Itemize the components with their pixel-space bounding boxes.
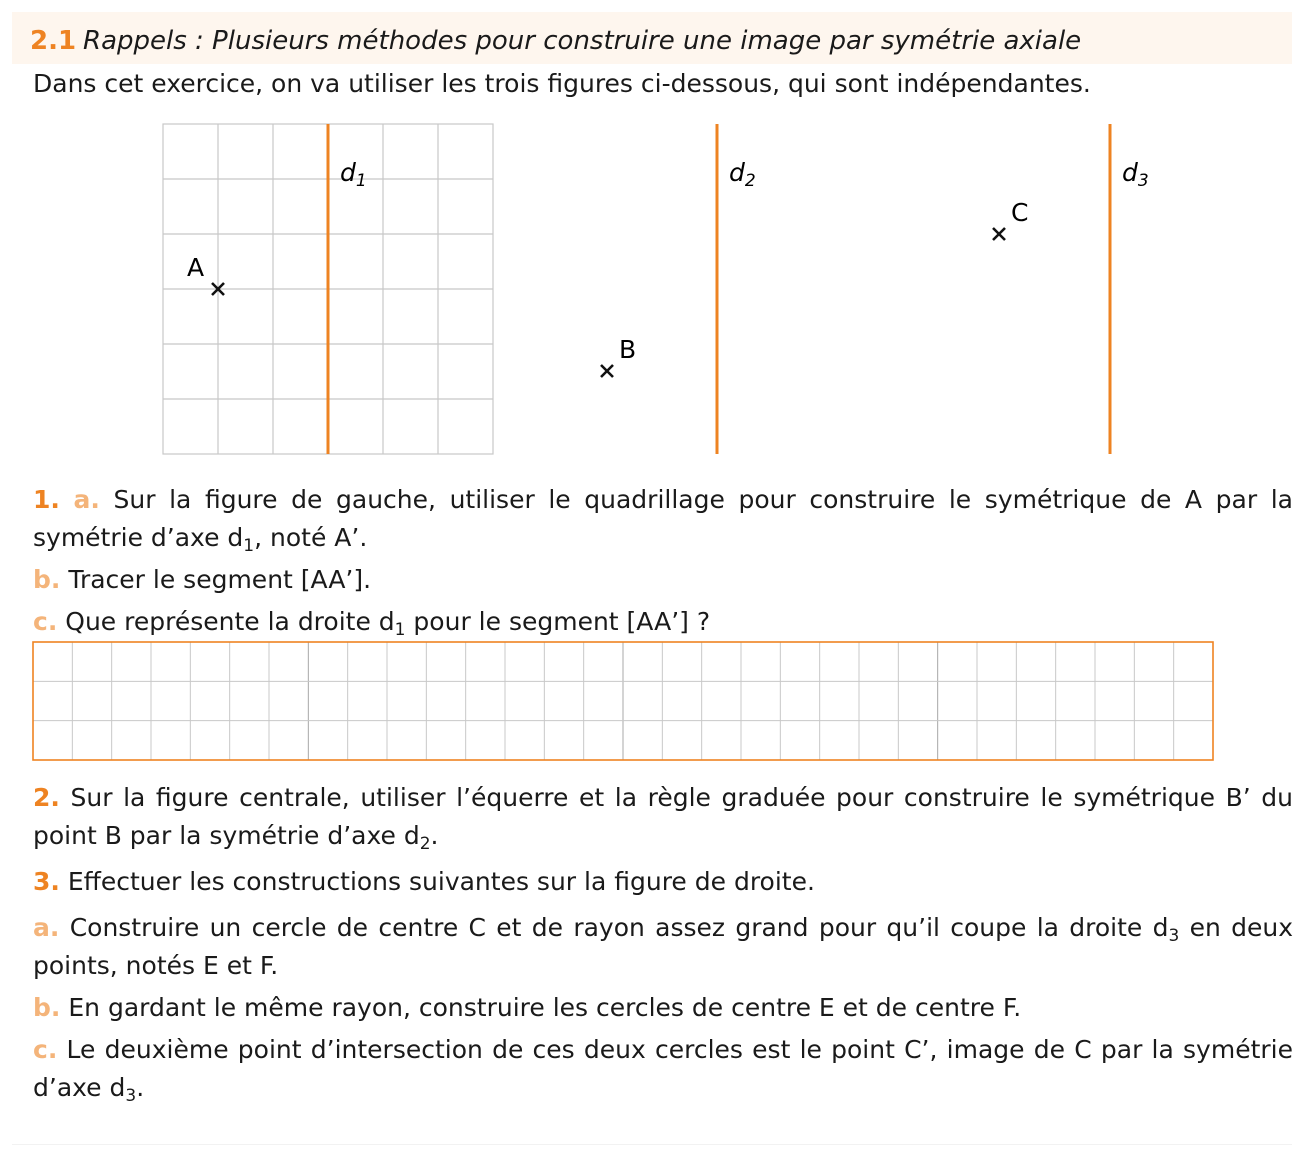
question-3a-label: a.: [33, 913, 60, 942]
point-b-marker: [601, 365, 613, 377]
question-3: 3. Effectuer les constructions suivantes sur la figure de droite.: [33, 867, 815, 896]
question-3a: a. Construire un cercle de centre C et de rayon assez grand pour qu’il coupe la droite $d_3$ en deux points, notés E et F.: [33, 913, 1294, 980]
section-title: Rappels : Plusieurs méthodes pour construire une image par symétrie axiale: [83, 26, 1082, 56]
footer-divider: [12, 1144, 1292, 1145]
question-3c-label: c.: [33, 1035, 58, 1064]
question-1-number: 1.: [33, 485, 60, 514]
question-3b-label: b.: [33, 993, 61, 1022]
axis-d1-label: $d_1$: [340, 158, 367, 191]
question-1c: c. Que représente la droite $d_1$ pour le segment [AA’] ?: [33, 607, 711, 640]
question-3b: b. En gardant le même rayon, construire les cercles de centre E et de centre F.: [33, 993, 1022, 1022]
question-1a: 1. a. Sur la figure de gauche, utiliser le quadrillage pour construire le symétrique de A par la symétrie d’axe $d_1$, noté A’.: [33, 485, 1293, 556]
axis-d3-label: $d_3$: [1122, 158, 1149, 191]
section-header: [12, 12, 1292, 64]
intro-text: Dans cet exercice, on va utiliser les trois figures ci-dessous, qui sont indépendantes.: [33, 69, 1091, 98]
point-c-marker: [993, 228, 1005, 240]
question-1c-label: c.: [33, 607, 58, 636]
question-1b: b. Tracer le segment [AA’].: [33, 565, 372, 594]
point-b-label: B: [619, 335, 637, 364]
figures: [0, 110, 1304, 460]
question-2-number: 2.: [33, 783, 60, 812]
question-3-number: 3.: [33, 867, 60, 896]
answer-grid[interactable]: [32, 641, 1214, 761]
axis-d2-label: $d_2$: [729, 158, 756, 191]
point-c-label: C: [1011, 198, 1029, 227]
question-1b-label: b.: [33, 565, 61, 594]
question-1a-label: a.: [73, 485, 100, 514]
question-2: 2. Sur la figure centrale, utiliser l’équerre et la règle graduée pour construire le symétrique B’ du point B par la symétrie d’axe $d_2$.: [33, 783, 1293, 854]
question-3c: c. Le deuxième point d’intersection de ces deux cercles est le point C’, image de C par la symétrie d’axe $d_3$.: [33, 1035, 1293, 1106]
point-a-label: A: [187, 253, 205, 282]
section-number: 2.1: [30, 26, 77, 56]
